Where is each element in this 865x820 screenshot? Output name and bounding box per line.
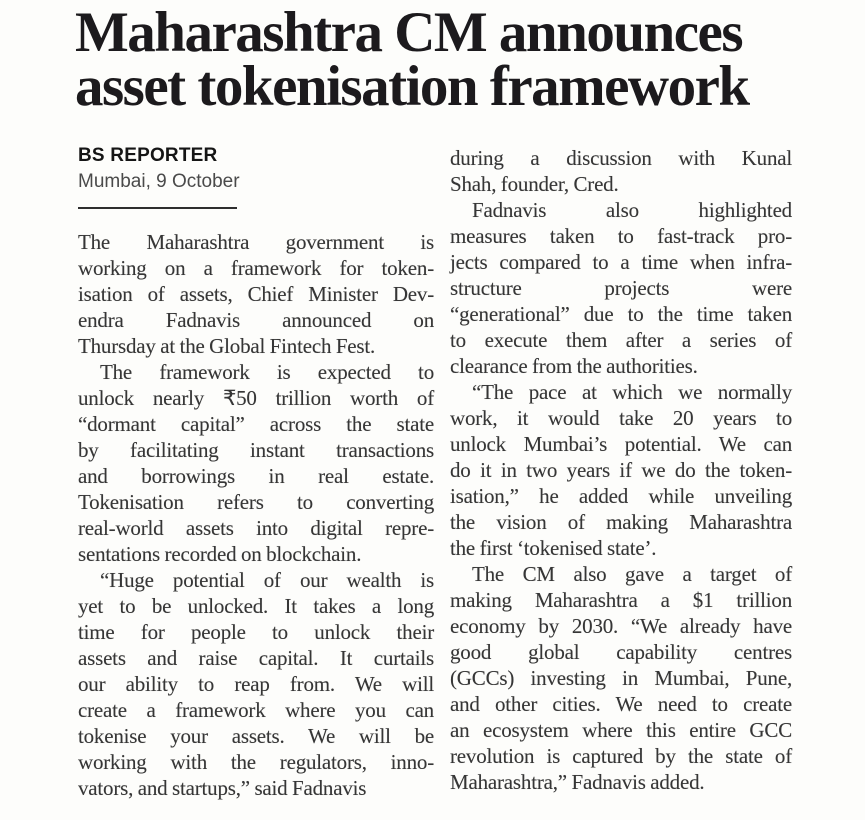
text-line: time for people to unlock their xyxy=(78,620,434,644)
headline-line-2: asset tokenisation framework xyxy=(75,55,749,118)
text-line: our ability to reap from. We will xyxy=(78,672,434,696)
column-left xyxy=(78,145,434,801)
paragraph xyxy=(450,379,792,561)
text-line: the first ‘tokenised state’. xyxy=(450,536,657,560)
text-line: by facilitating instant transactions xyxy=(78,438,434,462)
text-line: The CM also gave a target of xyxy=(472,562,792,586)
text-line: making Maharashtra a $1 trillion xyxy=(450,588,792,612)
paragraph xyxy=(78,229,434,359)
text-line: “The pace at which we normally xyxy=(472,380,792,404)
column-left-text xyxy=(78,229,434,801)
text-line: tokenise your assets. We will be xyxy=(78,724,434,748)
paragraph xyxy=(78,359,434,567)
text-line: measures taken to fast-track pro- xyxy=(450,224,792,248)
text-line: “generational” due to the time taken xyxy=(450,302,792,326)
article-headline xyxy=(75,1,792,118)
text-line: “Huge potential of our wealth is xyxy=(100,568,434,592)
paragraph xyxy=(450,145,792,197)
text-line: the vision of making Maharashtra xyxy=(450,510,792,534)
text-line: unlock Mumbai’s potential. We can xyxy=(450,432,792,456)
paragraph xyxy=(78,567,434,801)
text-line: isation of assets, Chief Minister Dev- xyxy=(78,282,434,306)
text-line: structure projects were xyxy=(450,276,792,300)
text-line: isation,” he added while unveiling xyxy=(450,484,792,508)
text-line: working on a framework for token- xyxy=(78,256,434,280)
text-line: Tokenisation refers to converting xyxy=(78,490,434,514)
text-line: during a discussion with Kunal xyxy=(450,146,792,170)
text-line: “dormant capital” across the state xyxy=(78,412,434,436)
text-line: real-world assets into digital repre- xyxy=(78,516,434,540)
text-line: Thursday at the Global Fintech Fest. xyxy=(78,334,376,358)
byline-block xyxy=(78,145,434,209)
paragraph xyxy=(450,561,792,795)
text-line: and borrowings in real estate. xyxy=(78,464,434,488)
text-line: work, it would take 20 years to xyxy=(450,406,792,430)
text-line: jects compared to a time when infra- xyxy=(450,250,792,274)
text-line: Maharashtra,” Fadnavis added. xyxy=(450,770,705,794)
dateline: Mumbai, 9 October xyxy=(78,171,240,192)
byline-divider xyxy=(78,207,237,209)
text-line: do it in two years if we do the token- xyxy=(450,458,792,482)
text-line: good global capability centres xyxy=(450,640,792,664)
text-line: an ecosystem where this entire GCC xyxy=(450,718,792,742)
text-line: Fadnavis also highlighted xyxy=(472,198,792,222)
text-line: working with the regulators, inno- xyxy=(78,750,434,774)
text-line: The Maharashtra government is xyxy=(78,230,434,254)
text-line: revolution is captured by the state of xyxy=(450,744,792,768)
text-line: unlock nearly ₹50 trillion worth of xyxy=(78,386,434,410)
column-right xyxy=(450,145,792,801)
column-right-text xyxy=(450,145,792,795)
text-line: economy by 2030. “We already have xyxy=(450,614,792,638)
text-line: vators, and startups,” said Fadnavis xyxy=(78,776,367,800)
headline-line-1: Maharashtra CM announces xyxy=(75,1,743,64)
text-line: endra Fadnavis announced on xyxy=(78,308,434,332)
text-line: Shah, founder, Cred. xyxy=(450,172,619,196)
paragraph xyxy=(450,197,792,379)
text-line: yet to be unlocked. It takes a long xyxy=(78,594,434,618)
text-line: create a framework where you can xyxy=(78,698,434,722)
text-line: (GCCs) investing in Mumbai, Pune, xyxy=(450,666,792,690)
text-line: and other cities. We need to create xyxy=(450,692,792,716)
text-line: The framework is expected to xyxy=(100,360,434,384)
text-line: sentations recorded on blockchain. xyxy=(78,542,362,566)
text-line: to execute them after a series of xyxy=(450,328,792,352)
article-columns xyxy=(78,145,792,801)
text-line: clearance from the authorities. xyxy=(450,354,698,378)
byline: BS REPORTER xyxy=(78,145,218,166)
text-line: assets and raise capital. It curtails xyxy=(78,646,434,670)
